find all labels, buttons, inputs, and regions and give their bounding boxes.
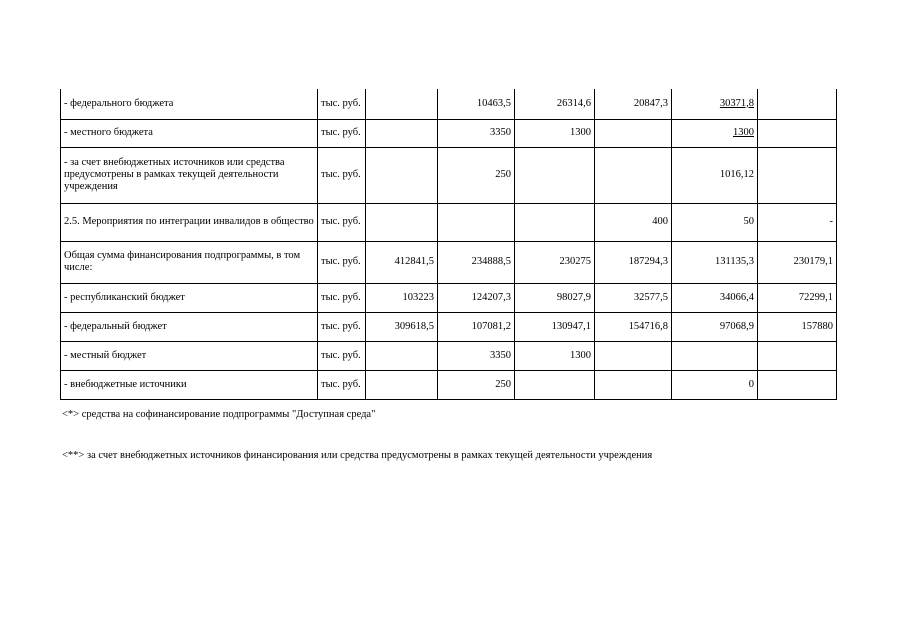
value-cell: [758, 119, 837, 147]
table-row: [61, 283, 837, 312]
value-cell: [366, 283, 438, 312]
row-name-cell: Общая сумма финансирования подпрограммы, в том числе:: [61, 241, 318, 283]
cell-value: 97068,9: [719, 320, 754, 332]
value-cell: [515, 241, 595, 283]
value-cell: [366, 119, 438, 147]
value-cell: [672, 203, 758, 241]
row-name-cell: - внебюджетные источники: [61, 370, 318, 399]
value-cell: [438, 119, 515, 147]
value-cell: [758, 89, 837, 119]
row-name-cell: - местный бюджет: [61, 341, 318, 370]
cell-value: 103223: [402, 291, 434, 303]
value-cell: [595, 370, 672, 399]
cell-value: 130947,1: [551, 320, 591, 332]
unit-cell: тыс. руб.: [318, 89, 366, 119]
table-row: [61, 312, 837, 341]
cell-value: 234888,5: [471, 256, 511, 267]
cell-value: 26314,6: [556, 97, 591, 109]
unit-cell: тыс. руб.: [318, 341, 366, 370]
cell-value: 98027,9: [556, 291, 591, 303]
cell-value: 10463,5: [476, 97, 511, 109]
value-cell: [758, 370, 837, 399]
value-cell: [672, 89, 758, 119]
value-cell: [515, 89, 595, 119]
value-cell: [758, 241, 837, 283]
value-cell: [595, 283, 672, 312]
cell-value: 230275: [559, 256, 591, 267]
table-row: [61, 119, 837, 147]
row-name-cell: - республиканский бюджет: [61, 283, 318, 312]
cell-value: 230179,1: [793, 256, 833, 267]
footnote-cofinancing: <*> средства на софинансирование подпрограммы "Доступная среда": [62, 409, 376, 420]
value-cell: [438, 341, 515, 370]
value-cell: [595, 119, 672, 147]
value-cell: [515, 341, 595, 370]
value-cell: [515, 119, 595, 147]
cell-value: 124207,3: [471, 291, 511, 303]
value-cell: [515, 312, 595, 341]
value-cell: [672, 147, 758, 203]
financing-table: [60, 89, 837, 400]
cell-value: 400: [652, 216, 668, 227]
value-cell: [515, 147, 595, 203]
value-cell: [672, 312, 758, 341]
value-cell: [366, 89, 438, 119]
cell-value: 50: [743, 216, 754, 227]
cell-value: -: [829, 216, 833, 227]
value-cell: [595, 147, 672, 203]
table-row: [61, 241, 837, 283]
table-row: [61, 89, 837, 119]
value-cell: [595, 312, 672, 341]
cell-value: 1300: [570, 349, 591, 361]
value-cell: [595, 89, 672, 119]
value-cell: [672, 341, 758, 370]
value-cell: [758, 147, 837, 203]
value-cell: [672, 370, 758, 399]
cell-value: 250: [495, 378, 511, 390]
value-cell: [515, 283, 595, 312]
cell-value: 1300: [570, 127, 591, 138]
unit-cell: тыс. руб.: [318, 312, 366, 341]
unit-cell: тыс. руб.: [318, 203, 366, 241]
value-cell: [438, 241, 515, 283]
value-cell: [438, 147, 515, 203]
cell-value: 187294,3: [628, 256, 668, 267]
table-row: [61, 341, 837, 370]
value-cell: [366, 370, 438, 399]
cell-value: 20847,3: [633, 97, 668, 109]
table-row: [61, 203, 837, 241]
cell-value: 157880: [801, 320, 833, 332]
value-cell: [515, 370, 595, 399]
value-cell: [366, 241, 438, 283]
value-cell: [758, 341, 837, 370]
row-name-cell: - федерального бюджета: [61, 89, 318, 119]
cell-value: 3350: [490, 349, 511, 361]
value-cell: [438, 203, 515, 241]
value-cell: [595, 241, 672, 283]
value-cell: [758, 203, 837, 241]
cell-value: 1016,12: [719, 169, 754, 180]
value-cell: [366, 312, 438, 341]
value-cell: [438, 89, 515, 119]
cell-value: 34066,4: [719, 291, 754, 303]
value-cell: [758, 312, 837, 341]
unit-cell: тыс. руб.: [318, 147, 366, 203]
value-cell: [758, 283, 837, 312]
cell-value: 250: [495, 169, 511, 180]
cell-value: 32577,5: [633, 291, 668, 303]
value-cell: [515, 203, 595, 241]
table-body: [61, 89, 837, 399]
value-cell: [672, 119, 758, 147]
value-cell: [366, 147, 438, 203]
table-row: [61, 370, 837, 399]
value-cell: [438, 283, 515, 312]
cell-value: 1300: [733, 127, 754, 138]
cell-value: 72299,1: [798, 291, 833, 303]
row-name-cell: - за счет внебюджетных источников или средства предусмотрены в рамках текущей деятельности учреждения: [61, 147, 318, 203]
value-cell: [672, 283, 758, 312]
cell-value: 412841,5: [394, 256, 434, 267]
value-cell: [438, 370, 515, 399]
table-row: [61, 147, 837, 203]
row-name-cell: - федеральный бюджет: [61, 312, 318, 341]
value-cell: [672, 241, 758, 283]
value-cell: [366, 203, 438, 241]
unit-cell: тыс. руб.: [318, 241, 366, 283]
cell-value: 131135,3: [715, 256, 754, 267]
cell-value: 154716,8: [628, 320, 668, 332]
unit-cell: тыс. руб.: [318, 370, 366, 399]
value-cell: [595, 341, 672, 370]
cell-value: 107081,2: [471, 320, 511, 332]
cell-value: 0: [748, 378, 754, 390]
cell-value: 30371,8: [719, 97, 754, 109]
row-name-cell: 2.5. Мероприятия по интеграции инвалидов в общество: [61, 203, 318, 241]
unit-cell: тыс. руб.: [318, 283, 366, 312]
value-cell: [366, 341, 438, 370]
unit-cell: тыс. руб.: [318, 119, 366, 147]
cell-value: 3350: [490, 127, 511, 138]
value-cell: [438, 312, 515, 341]
value-cell: [595, 203, 672, 241]
cell-value: 309618,5: [394, 320, 434, 332]
footnote-extrabudgetary: <**> за счет внебюджетных источников финансирования или средства предусмотрены в рамках текущей деятельности учреждения: [62, 450, 653, 461]
row-name-cell: - местного бюджета: [61, 119, 318, 147]
